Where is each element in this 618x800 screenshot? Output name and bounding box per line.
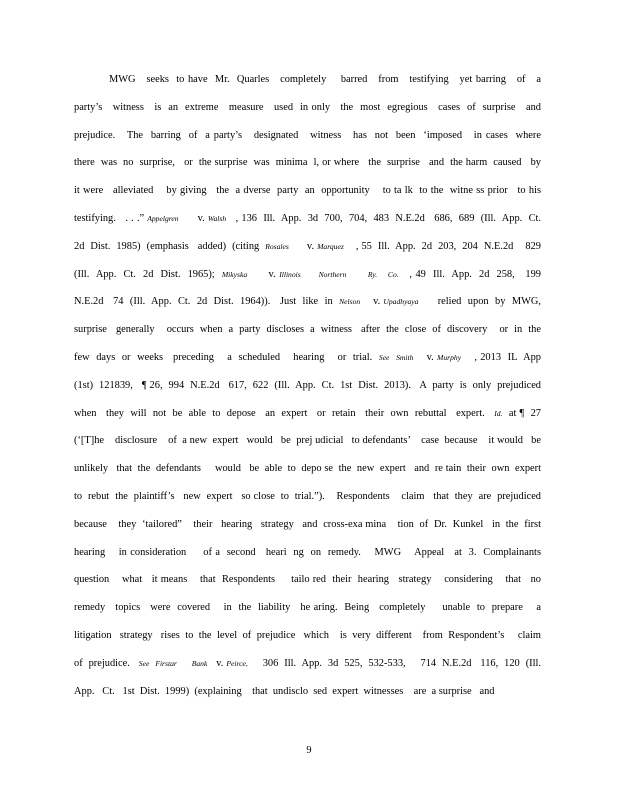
citation-italic-text: Smith bbox=[396, 353, 414, 362]
text-segment: surprise generally occurs when a party discloses a witness after the close of discovery or in the bbox=[74, 324, 541, 336]
text-segment: (1st) 121839, ¶ 26, 994 N.E.2d 617, 622 (Ill. App. Ct. 1st Dist. 2013). A party is only prejudiced bbox=[74, 379, 541, 391]
text-segment: 2d Dist. 1985) (emphasis added) (citing bbox=[74, 240, 266, 252]
text-segment: v. bbox=[207, 657, 227, 669]
text-segment: App. Ct. 1st Dist. 1999) (explaining that undisclo sed expert witnesses are a surprise and bbox=[74, 685, 495, 697]
text-segment: litigation strategy rises to the level of prejudice which is very different from Respondent’s claim bbox=[74, 630, 541, 641]
text-segment: remedy topics were covered in the liability he aring. Being completely unable to prepare a bbox=[74, 602, 541, 614]
text-line bbox=[74, 379, 541, 393]
citation-italic-text: Nelson bbox=[339, 297, 361, 307]
citation-italic-text: Upadhyaya bbox=[383, 297, 419, 307]
text-segment: , 55 Ill. App. 2d 203, 204 N.E.2d 829 bbox=[343, 240, 541, 252]
text-segment: , 2013 IL App bbox=[461, 352, 541, 363]
citation-italic-text: Rosales bbox=[265, 241, 289, 251]
text-line bbox=[74, 490, 541, 504]
text-segment: v. bbox=[178, 213, 208, 224]
text-segment bbox=[377, 269, 388, 280]
text-segment bbox=[346, 269, 367, 280]
text-line bbox=[74, 657, 541, 671]
text-line bbox=[74, 685, 541, 699]
text-line bbox=[74, 184, 541, 198]
text-segment: v. bbox=[247, 268, 280, 280]
text-segment: hearing in consideration of a second heari ng on remedy. MWG Appeal at 3. Complainants bbox=[74, 546, 541, 558]
text-line bbox=[74, 101, 541, 115]
text-segment: testifying. . . .” bbox=[74, 213, 148, 224]
citation-italic-text: Co. bbox=[387, 269, 399, 279]
citation-italic-text: Firstar bbox=[155, 658, 177, 668]
text-line bbox=[74, 323, 541, 337]
text-segment: at ¶ 27 bbox=[502, 407, 541, 419]
text-line bbox=[74, 268, 541, 282]
text-line bbox=[74, 240, 541, 254]
citation-italic-text: Illinois bbox=[279, 269, 301, 279]
citation-italic-text: Northern bbox=[318, 269, 347, 279]
page-number: 9 bbox=[306, 745, 312, 756]
text-segment: v. bbox=[360, 296, 384, 308]
text-segment: v. bbox=[413, 352, 438, 363]
text-line bbox=[74, 434, 541, 448]
text-line bbox=[74, 629, 541, 643]
text-segment: party’s witness is an extreme measure used in only the most egregious cases of surprise and bbox=[74, 101, 541, 113]
text-segment bbox=[301, 269, 319, 280]
text-segment: question what it means that Respondents tailo red their hearing strategy considering that no bbox=[74, 574, 541, 586]
citation-italic-text: Id. bbox=[494, 408, 503, 418]
text-line bbox=[74, 129, 541, 143]
citation-italic-text: See bbox=[378, 353, 390, 362]
text-line bbox=[74, 351, 541, 365]
text-segment: relied upon by MWG, bbox=[418, 296, 541, 308]
citation-italic-text: Bank bbox=[191, 658, 208, 668]
text-segment: 306 Ill. App. 3d 525, 532-533, 714 N.E.2d 116, 120 (Ill. bbox=[247, 657, 541, 669]
citation-italic-text: Ry. bbox=[367, 269, 378, 279]
text-line bbox=[74, 601, 541, 615]
citation-italic-text: See bbox=[138, 658, 150, 668]
text-line bbox=[74, 156, 541, 170]
text-line bbox=[74, 546, 541, 560]
text-segment: because they ‘tailored” their hearing strategy and cross-exa mina tion of Dr. Kunkel in the first bbox=[74, 518, 541, 530]
text-segment: N.E.2d 74 (Ill. App. Ct. 2d Dist. 1964)). Just like in bbox=[74, 296, 340, 308]
text-segment: (‘[T]he disclosure of a new expert would be prej udicial to defendants’ case because it would be bbox=[74, 435, 541, 447]
text-segment: prejudice. The barring of a party’s designated witness has not been ‘imposed in cases where bbox=[74, 129, 541, 141]
text-segment: unlikely that the defendants would be able to depo se the new expert and re tain their own expert bbox=[74, 463, 541, 475]
text-line bbox=[74, 407, 541, 421]
citation-italic-text: Walsh bbox=[207, 214, 227, 223]
text-line bbox=[74, 573, 541, 587]
citation-italic-text: Appelgren bbox=[147, 214, 179, 223]
text-segment: it were alleviated by giving the a dverse party an opportunity to ta lk to the witne ss prior to his bbox=[74, 185, 541, 197]
text-segment: MWG seeks to have Mr. Quarles completely barred from testifying yet barring of a bbox=[109, 74, 541, 85]
text-line bbox=[74, 295, 541, 309]
text-segment: , 49 Ill. App. 2d 258, 199 bbox=[398, 268, 541, 280]
text-segment: v. bbox=[288, 240, 318, 252]
text-segment: to rebut the plaintiff’s new expert so close to trial.”). Respondents claim that they are prejudiced bbox=[74, 491, 541, 502]
text-segment: few days or weeks preceding a scheduled hearing or trial. bbox=[74, 352, 379, 363]
citation-italic-text: Marquez bbox=[317, 241, 344, 251]
text-line bbox=[74, 212, 541, 226]
text-segment: when they will not be able to depose an expert or retain their own rebuttal expert. bbox=[74, 407, 495, 419]
text-line bbox=[74, 518, 541, 532]
text-line bbox=[109, 73, 541, 87]
text-segment bbox=[177, 658, 192, 669]
text-segment: of prejudice. bbox=[74, 657, 139, 669]
text-segment: , 136 Ill. App. 3d 700, 704, 483 N.E.2d 686, 689 (Ill. App. Ct. bbox=[226, 213, 541, 224]
citation-italic-text: Peirce, bbox=[226, 658, 248, 668]
text-segment: (Ill. App. Ct. 2d Dist. 1965); bbox=[74, 268, 222, 280]
text-segment: there was no surprise, or the surprise was minima l, or where the surprise and the harm caused by bbox=[74, 157, 541, 169]
text-line bbox=[74, 462, 541, 476]
citation-italic-text: Murphy bbox=[437, 353, 462, 362]
citation-italic-text: Mikyska bbox=[221, 269, 248, 279]
